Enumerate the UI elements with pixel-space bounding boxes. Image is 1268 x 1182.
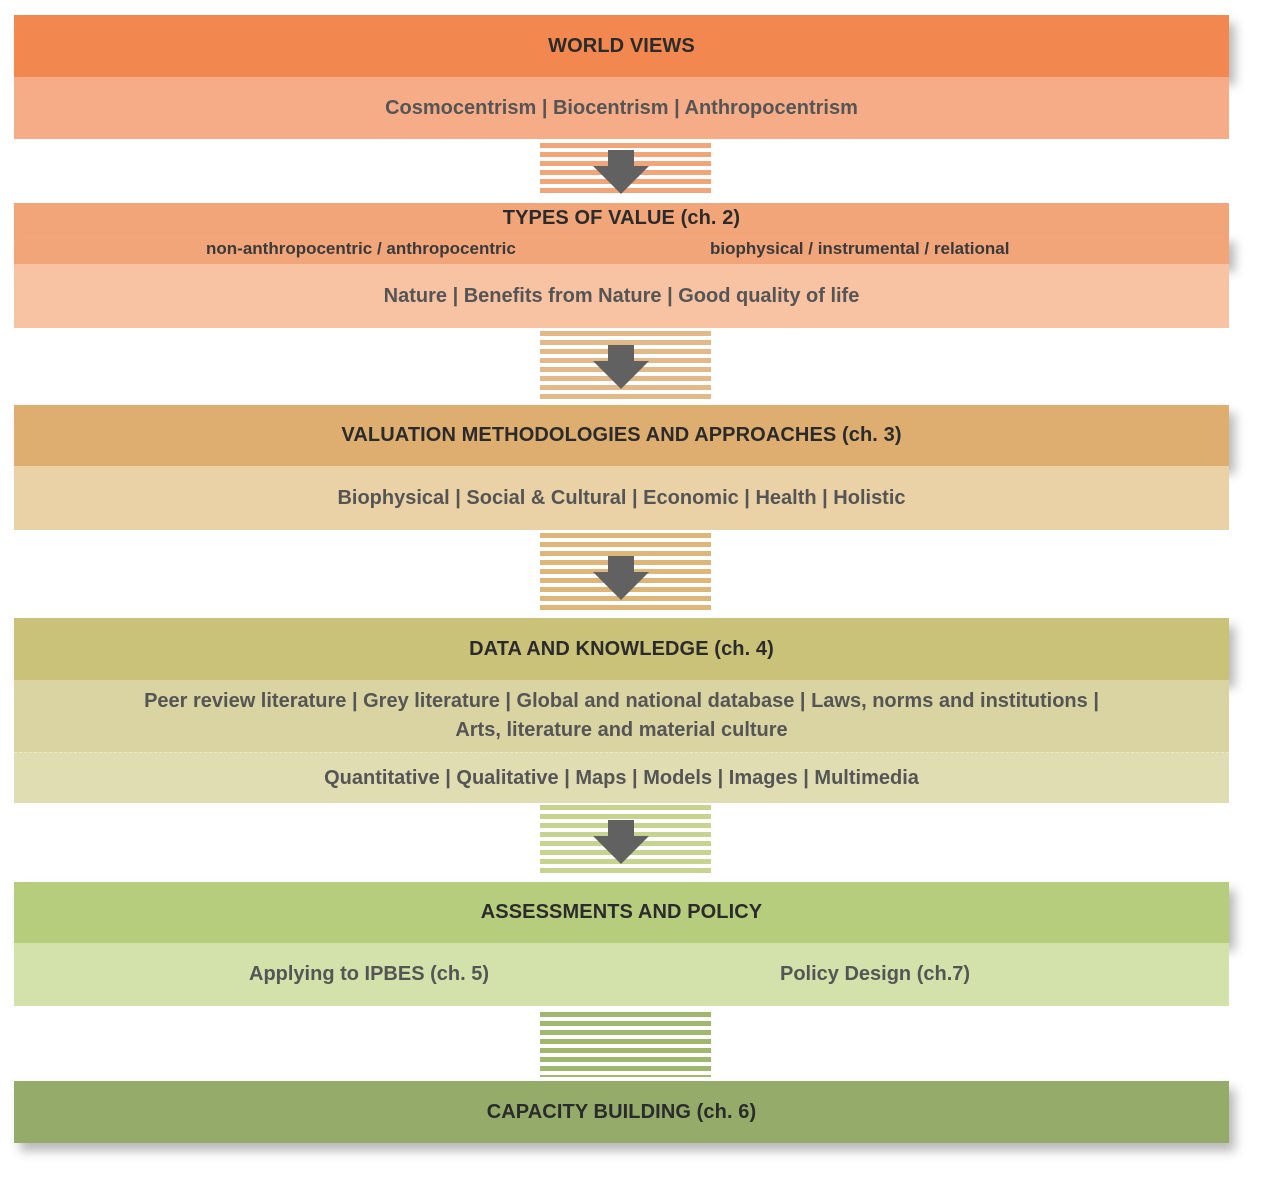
assessments-content: [14, 943, 1229, 1006]
types-of-value-left: non-anthropocentric / anthropocentric: [206, 239, 516, 258]
valuation-title: VALUATION METHODOLOGIES AND APPROACHES (ch. 3): [341, 424, 902, 446]
down-arrow-icon: [591, 345, 651, 390]
capacity-building-title: CAPACITY BUILDING (ch. 6): [486, 1100, 757, 1123]
down-arrow-icon: [591, 820, 651, 865]
capacity-building-band: [14, 1081, 1229, 1143]
assessments-title: ASSESSMENTS AND POLICY: [480, 901, 763, 923]
data-knowledge-sources: [14, 680, 1229, 752]
types-of-value-content: [14, 264, 1229, 328]
data-knowledge-header: [14, 618, 1229, 680]
types-of-value-right: biophysical / instrumental / relational: [710, 239, 1010, 258]
down-arrow-icon: [591, 150, 651, 195]
data-knowledge-title: DATA AND KNOWLEDGE (ch. 4): [469, 637, 774, 660]
valuation-header: [14, 405, 1229, 466]
types-of-value-subheader: [14, 234, 1229, 264]
valuation-items: Biophysical | Social & Cultural | Economic | Health | Holistic: [337, 486, 906, 509]
assessments-left: Applying to IPBES (ch. 5): [249, 963, 490, 985]
world-views-header: [14, 15, 1229, 77]
world-views-title: WORLD VIEWS: [548, 34, 695, 57]
world-views-content: [14, 77, 1229, 139]
assessments-header: [14, 882, 1229, 943]
types-of-value-title: TYPES OF VALUE (ch. 2): [502, 207, 741, 229]
assessments-right: Policy Design (ch.7): [780, 963, 971, 985]
valuation-content: [14, 466, 1229, 530]
data-knowledge-formats: [14, 752, 1229, 803]
data-knowledge-items: Quantitative | Qualitative | Maps | Models | Images | Multimedia: [324, 766, 919, 789]
types-of-value-header: [14, 203, 1229, 234]
world-views-items: Cosmocentrism | Biocentrism | Anthropocentrism: [385, 96, 858, 119]
striped-connector: [540, 1012, 711, 1077]
data-knowledge-line2: Arts, literature and material culture: [455, 719, 788, 741]
down-arrow-icon: [591, 556, 651, 601]
types-of-value-items: Nature | Benefits from Nature | Good quality of life: [383, 284, 860, 307]
data-knowledge-line1: Peer review literature | Grey literature | Global and national database | Laws, norms and institutions |: [144, 690, 1099, 712]
